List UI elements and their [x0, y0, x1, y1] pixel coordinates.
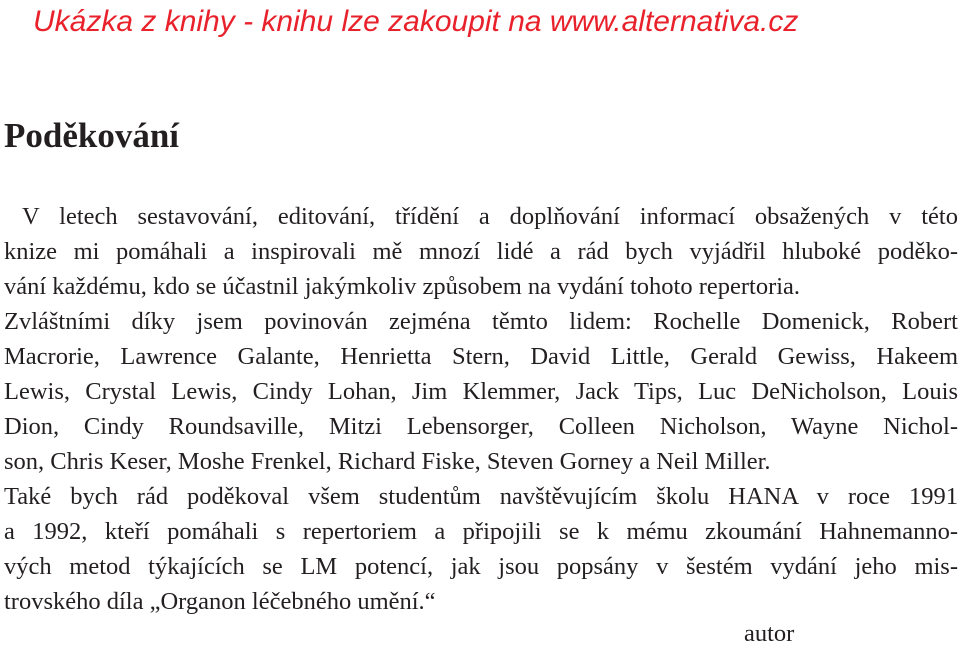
- text-line: V letech sestavování, editování, třídění a doplňování informací obsažených v této: [22, 203, 958, 230]
- text-line: Macrorie, Lawrence Galante, Henrietta Stern, David Little, Gerald Gewiss, Hakeem: [4, 343, 958, 370]
- text-line: Zvláštními díky jsem povinován zejména těmto lidem: Rochelle Domenick, Robert: [4, 308, 958, 335]
- watermark-banner: Ukázka z knihy - knihu lze zakoupit na www.alternativa.cz: [33, 5, 799, 38]
- text-line: vání každému, kdo se účastnil jakýmkoliv způsobem na vydání tohoto repertoria.: [4, 273, 801, 300]
- text-line: son, Chris Keser, Moshe Frenkel, Richard Fiske, Steven Gorney a Neil Miller.: [4, 448, 771, 475]
- text-line: knize mi pomáhali a inspirovali mě mnozí lidé a rád bych vyjádřil hluboké poděko-: [4, 238, 958, 265]
- text-line: Dion, Cindy Roundsaville, Mitzi Lebensorger, Colleen Nicholson, Wayne Nichol-: [4, 413, 958, 440]
- signature: autor: [744, 620, 795, 647]
- text-line: a 1992, kteří pomáhali s repertoriem a připojili se k mému zkoumání Hahnemanno-: [4, 518, 958, 545]
- text-line: Lewis, Crystal Lewis, Cindy Lohan, Jim Klemmer, Jack Tips, Luc DeNicholson, Louis: [4, 378, 958, 405]
- paragraph-thanks: [4, 304, 958, 619]
- text-line: Také bych rád poděkoval všem studentům navštěvujícím školu HANA v roce 1991: [4, 483, 958, 510]
- text-line: trovského díla „Organon léčebného umění.“: [4, 588, 436, 615]
- paragraph-intro: [4, 199, 958, 304]
- text-line: vých metod týkajících se LM potencí, jak jsou popsány v šestém vydání jeho mis-: [4, 553, 958, 580]
- page-title: Poděkování: [4, 116, 180, 155]
